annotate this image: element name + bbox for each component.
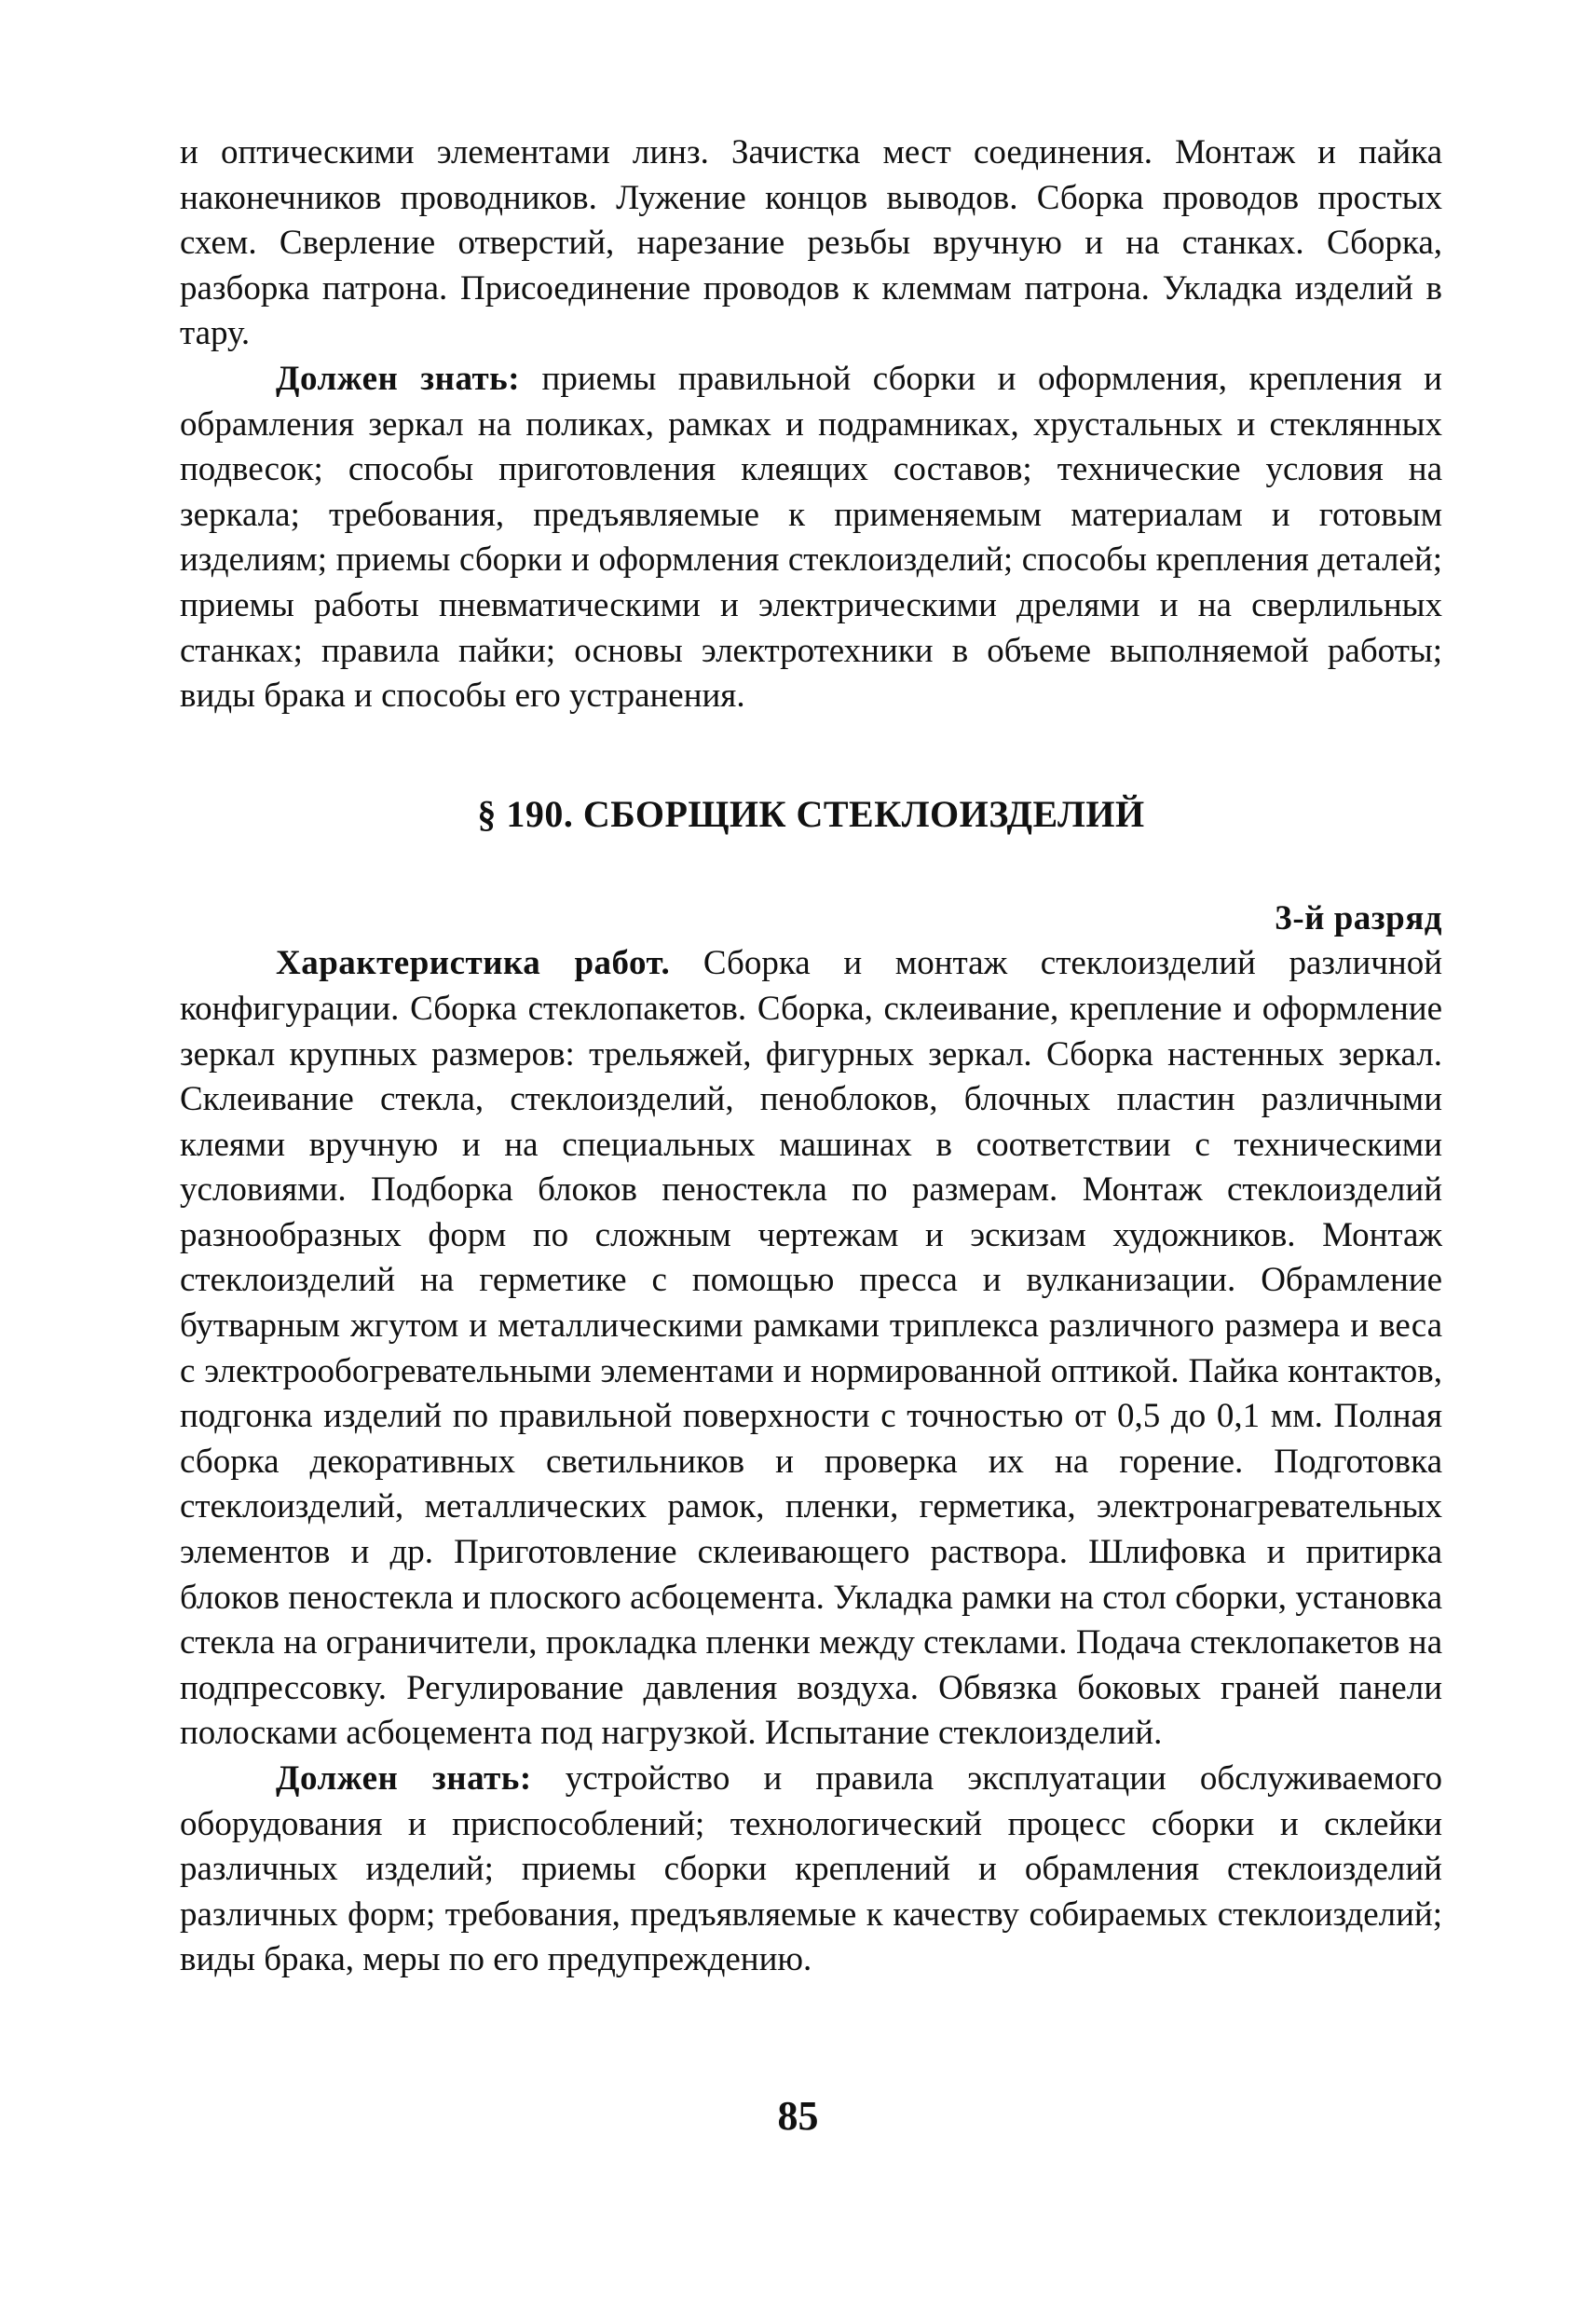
characteristics-paragraph [180, 941, 1442, 1757]
grade-label: 3-й разряд [1275, 898, 1442, 937]
page-body [180, 130, 1442, 1983]
characteristics-label: Характеристика работ. [276, 944, 671, 983]
knowledge-text-2: устройство и правила эксплуатации обслуживаемого оборудования и приспособлений; технологический процесс сборки и склейки различных изделий; приемы сборки креплений и обрамления стеклоизделий различных форм; требования, предъявляемые к качеству собираемых стеклоизделий; виды брака, меры по его предупреждению. [180, 1759, 1442, 1979]
knowledge-text-1: приемы правильной сборки и оформления, крепления и обрамления зеркал на поликах, рамках и подрамниках, хрустальных и стеклянных подвесок; способы приготовления клеящих составов; технические условия на зеркала; требования, предъявляемые к применяемым материалам и готовым изделиям; приемы сборки и оформления стеклоизделий; способы крепления деталей; приемы работы пневматическими и электрическими дрелями и на сверлильных станках; правила пайки; основы электротехники в объеме выполняемой работы; виды брака и способы его устранения. [180, 359, 1442, 716]
continuation-paragraph: и оптическими элементами линз. Зачистка мест соединения. Монтаж и пайка наконечников проводников. Лужение концов выводов. Сборка проводов простых схем. Сверление отверстий, нарезание резьбы вручную и на станках. Сборка, разборка патрона. Присоединение проводов к клеммам патрона. Укладка изделий в тару. [180, 133, 1442, 353]
knowledge-label-1: Должен знать: [276, 359, 521, 398]
characteristics-text: Сборка и монтаж стеклоизделий различной конфигурации. Сборка стеклопакетов. Сборка, склеивание, крепление и оформление зеркал крупных размеров: трельяжей, фигурных зеркал. Сборка настенных зеркал. Склеивание стекла, стеклоизделий, пеноблоков, блочных пластин различными клеями вручную и на специальных машинах в соответствии с техническими условиями. Подборка блоков пеностекла по размерам. Монтаж стеклоизделий разнообразных форм по сложным чертежам и эскизам художников. Монтаж стеклоизделий на герметике с помощью пресса и вулканизации. Обрамление бутварным жгутом и металлическими рамками триплекса различного размера и веса с электрообогревательными элементами и нормированной оптикой. Пайка контактов, подгонка изделий по правильной поверхности с точностью от 0,5 до 0,1 мм. Полная сборка декоративных светильников и проверка их на горение. Подготовка стеклоизделий, металлических рамок, пленки, герметика, электронагревательных элементов и др. Приготовление склеивающего раствора. Шлифовка и притирка блоков пеностекла и плоского асбоцемента. Укладка рамки на стол сборки, установка стекла на ограничители, прокладка пленки между стеклами. Подача стеклопакетов на подпрессовку. Регулирование давления воздуха. Обвязка боковых граней панели полосками асбоцемента под нагрузкой. Испытание стеклоизделий. [180, 944, 1442, 1753]
knowledge-label-2: Должен знать: [276, 1759, 532, 1798]
knowledge-paragraph-1 [180, 357, 1442, 719]
page-number: 85 [777, 2093, 819, 2139]
knowledge-paragraph-2 [180, 1757, 1442, 1983]
section-title: § 190. СБОРЩИК СТЕКЛОИЗДЕЛИЙ [477, 792, 1145, 835]
